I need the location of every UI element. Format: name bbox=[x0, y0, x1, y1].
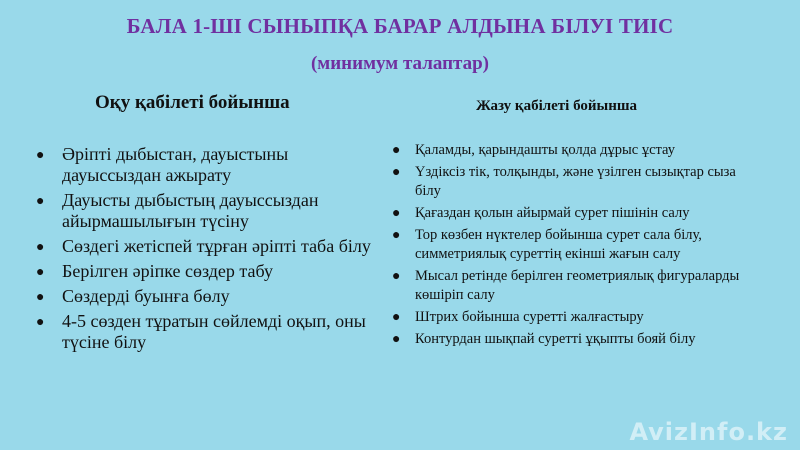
bullet-icon: ● bbox=[36, 290, 45, 305]
list-item-text: Берілген әріпке сөздер табу bbox=[62, 261, 273, 281]
list-item bbox=[392, 330, 762, 349]
list-item bbox=[36, 261, 376, 282]
list-item bbox=[392, 163, 762, 201]
bullet-icon: ● bbox=[392, 206, 401, 221]
list-item-text: Мысал ретінде берілген геометриялық фигураларды көшіріп салу bbox=[415, 268, 740, 303]
list-item-text: Қаламды, қарындашты қолда дұрыс ұстау bbox=[415, 142, 675, 158]
list-item-text: Үздіксіз тік, толқынды, және үзілген сызықтар сыза білу bbox=[415, 164, 736, 199]
list-item bbox=[36, 144, 376, 186]
slide-subtitle: (минимум талаптар) bbox=[310, 53, 490, 74]
bullet-icon: ● bbox=[36, 315, 45, 330]
bullet-icon: ● bbox=[36, 240, 45, 255]
reading-skills-heading: Оқу қабілеті бойынша bbox=[95, 92, 290, 113]
list-item bbox=[392, 308, 762, 327]
list-item bbox=[392, 226, 762, 264]
list-item-text: Сөздегі жетіспей тұрған әріпті таба білу bbox=[62, 236, 371, 256]
list-item-text: Тор көзбен нүктелер бойынша сурет сала білу, симметриялық суреттің екінші жағын салу bbox=[415, 227, 702, 262]
list-item-text: Контурдан шықпай суретті ұқыпты бояй білу bbox=[415, 331, 696, 347]
bullet-icon: ● bbox=[392, 165, 401, 180]
writing-skills-list bbox=[392, 141, 762, 352]
bullet-icon: ● bbox=[392, 332, 401, 347]
bullet-icon: ● bbox=[36, 194, 45, 209]
list-item-text: Әріпті дыбыстан, дауыстыны дауыссыздан ажырату bbox=[62, 144, 289, 185]
list-item bbox=[392, 267, 762, 305]
list-item bbox=[36, 311, 376, 353]
bullet-icon: ● bbox=[36, 265, 45, 280]
list-item-text: Қағаздан қолын айырмай сурет пішінін салу bbox=[415, 205, 690, 221]
reading-skills-list bbox=[36, 144, 376, 357]
list-item-text: Сөздерді буынға бөлу bbox=[62, 286, 230, 306]
list-item bbox=[36, 286, 376, 307]
list-item bbox=[392, 204, 762, 223]
bullet-icon: ● bbox=[392, 310, 401, 325]
list-item-text: 4-5 сөзден тұратын сөйлемді оқып, оны түсіне білу bbox=[62, 311, 366, 352]
list-item bbox=[392, 141, 762, 160]
list-item bbox=[36, 190, 376, 232]
bullet-icon: ● bbox=[392, 228, 401, 243]
list-item-text: Дауысты дыбыстың дауыссыздан айырмашылығын түсіну bbox=[62, 190, 319, 231]
bullet-icon: ● bbox=[392, 143, 401, 158]
list-item-text: Штрих бойынша суретті жалғастыру bbox=[415, 309, 644, 325]
slide-title: БАЛА 1-ШІ СЫНЫПҚА БАРАР АЛДЫНА БІЛУІ ТИІС bbox=[126, 14, 674, 38]
bullet-icon: ● bbox=[36, 148, 45, 163]
writing-skills-heading: Жазу қабілеті бойынша bbox=[476, 98, 638, 114]
bullet-icon: ● bbox=[392, 269, 401, 284]
list-item bbox=[36, 236, 376, 257]
watermark: AvizInfo.kz bbox=[629, 418, 788, 446]
